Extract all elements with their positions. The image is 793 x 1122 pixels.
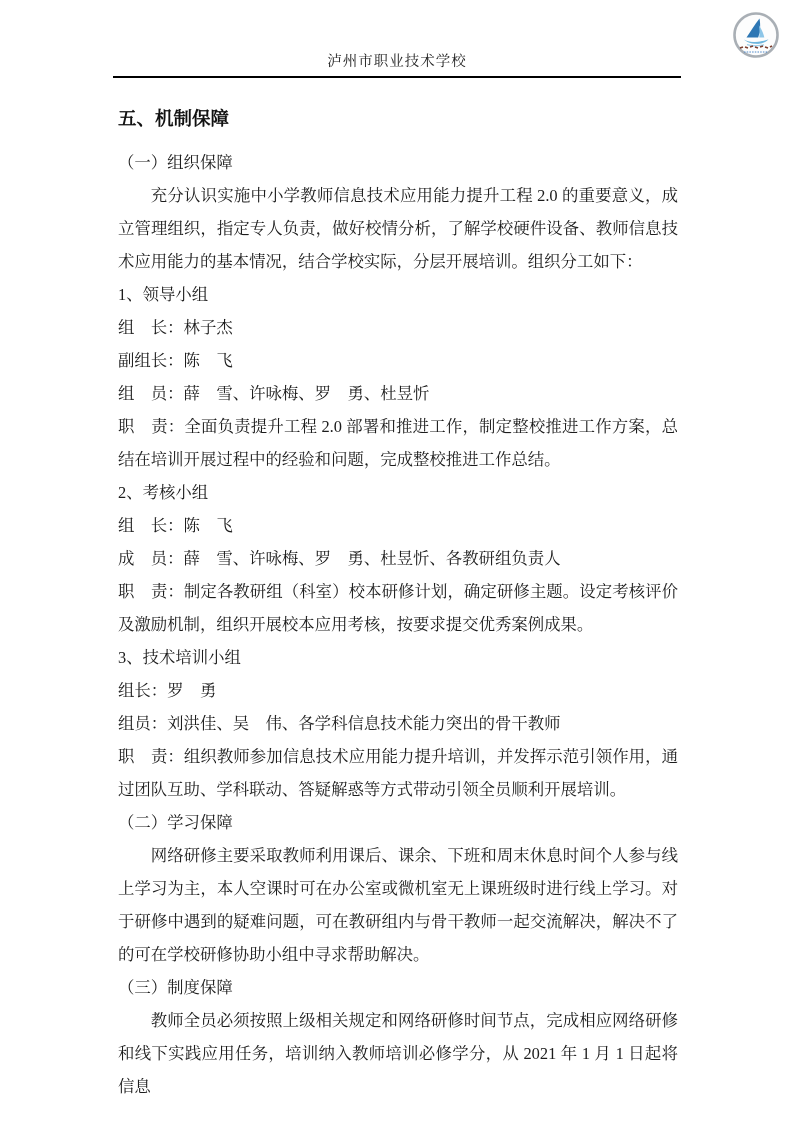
role-line: 副组长：陈 飞 (118, 351, 233, 370)
role-line: 职 责：全面负责提升工程 2.0 部署和推进工作，制定整校推进工作方案，总结在培训开展过程中的经验和问题，完成整校推进工作总结。 (118, 417, 678, 469)
role-line: 组长：罗 勇 (118, 681, 217, 700)
paragraph: 网络研修主要采取教师利用课后、课余、下班和周末休息时间个人参与线上学习为主，本人空课时可在办公室或微机室无上课班级时进行线上学习。对于研修中遇到的疑难问题，可在教研组内与骨干教师一起交流解决，解决不了的可在学校研修协助小组中寻求帮助解决。 (118, 846, 678, 964)
paragraph: 教师全员必须按照上级相关规定和网络研修时间节点，完成相应网络研修和线下实践应用任务，培训纳入教师培训必修学分，从 2021 年 1 月 1 日起将信息 (118, 1011, 678, 1096)
header-school-name: 泸州市职业技术学校 (327, 54, 467, 70)
list-item: 2、考核小组 (118, 483, 209, 502)
document-body (118, 146, 678, 1103)
role-line: 组 员：薛 雪、许咏梅、罗 勇、杜昱忻 (118, 384, 430, 403)
school-logo-icon (732, 11, 780, 59)
header-rule (113, 76, 681, 78)
role-line: 组员：刘洪佳、吴 伟、各学科信息技术能力突出的骨干教师 (118, 714, 561, 733)
list-item: 3、技术培训小组 (118, 648, 241, 667)
section-heading-1: （一）组织保障 (118, 153, 233, 172)
role-line: 组 长：陈 飞 (118, 516, 233, 535)
page-title: 五、机制保障 (118, 108, 230, 129)
section-heading-2: （二）学习保障 (118, 813, 233, 832)
list-item: 1、领导小组 (118, 285, 209, 304)
role-line: 组 长：林子杰 (118, 318, 233, 337)
section-heading-3: （三）制度保障 (118, 978, 233, 997)
role-line: 成 员：薛 雪、许咏梅、罗 勇、杜昱忻、各教研组负责人 (118, 549, 561, 568)
paragraph: 充分认识实施中小学教师信息技术应用能力提升工程 2.0 的重要意义，成立管理组织，指定专人负责，做好校情分析，了解学校硬件设备、教师信息技术应用能力的基本情况，结合学校实际，分层开展培训。组织分工如下： (118, 186, 678, 271)
role-line: 职 责：组织教师参加信息技术应用能力提升培训，并发挥示范引领作用，通过团队互助、学科联动、答疑解惑等方式带动引领全员顺利开展培训。 (118, 747, 678, 799)
role-line: 职 责：制定各教研组（科室）校本研修计划，确定研修主题。设定考核评价及激励机制，组织开展校本应用考核，按要求提交优秀案例成果。 (118, 582, 678, 634)
page-header (113, 0, 681, 78)
